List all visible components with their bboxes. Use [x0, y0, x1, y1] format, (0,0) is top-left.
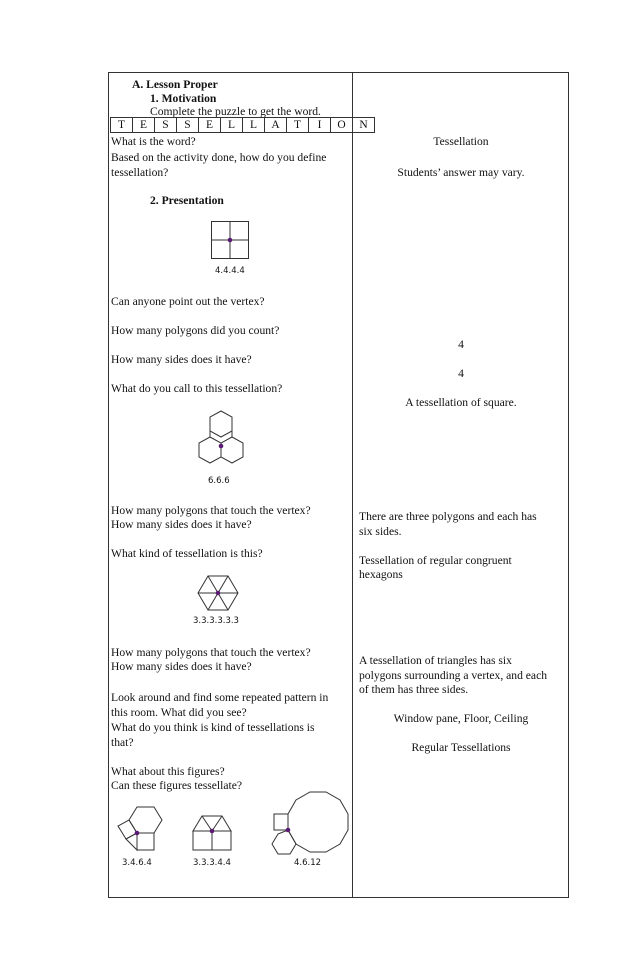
question-sides: How many sides does it have? — [111, 353, 252, 366]
column-divider — [352, 72, 353, 898]
answer-kind: Regular Tessellations — [411, 741, 511, 754]
answer-word: Tessellation — [433, 135, 489, 148]
answer3-line1: A tessellation of triangles has six — [359, 654, 512, 667]
question3-sides: How many sides does it have? — [111, 660, 252, 673]
puzzle-cell: T — [111, 118, 133, 133]
question2-touch: How many polygons that touch the vertex? — [111, 504, 311, 517]
question-can: Can these figures tessellate? — [111, 779, 243, 792]
figure-label-666: 6.6.6 — [208, 476, 230, 486]
puzzle-cell: E — [133, 118, 155, 133]
square-tessellation-figure — [211, 221, 251, 261]
puzzle-instruction: Complete the puzzle to get the word. — [150, 105, 321, 118]
hexagon-tessellation-figure — [188, 409, 258, 471]
presentation-heading: 2. Presentation — [150, 194, 224, 207]
answer-see: Window pane, Floor, Ceiling — [393, 712, 529, 725]
figure-label-33344: 3.3.3.4.4 — [193, 858, 231, 868]
puzzle-cell: S — [155, 118, 177, 133]
motivation-heading: 1. Motivation — [150, 92, 217, 105]
question-count: How many polygons did you count? — [111, 324, 280, 337]
lesson-heading: A. Lesson Proper — [132, 78, 218, 91]
answer-vary: Students’ answer may vary. — [397, 166, 525, 179]
semi-regular-figure-4612 — [268, 790, 354, 854]
question-think-line1: What do you think is kind of tessellations is — [111, 721, 315, 734]
question-vertex: Can anyone point out the vertex? — [111, 295, 265, 308]
answer-sides: 4 — [458, 367, 464, 380]
question-look-line2: this room. What did you see? — [111, 706, 247, 719]
question-word: What is the word? — [111, 135, 196, 148]
question-look-line1: Look around and find some repeated pattern in — [111, 691, 329, 704]
triangle-tessellation-figure — [198, 574, 240, 614]
question2-kind: What kind of tessellation is this? — [111, 547, 263, 560]
puzzle-cell: I — [309, 118, 331, 133]
puzzle-cell: L — [221, 118, 243, 133]
puzzle-cell: S — [177, 118, 199, 133]
semi-regular-figure-33344 — [190, 813, 236, 853]
question-call: What do you call to this tessellation? — [111, 382, 283, 395]
answer3-line3: of them has three sides. — [359, 683, 469, 696]
puzzle-cell: O — [331, 118, 353, 133]
figure-label-4444: 4.4.4.4 — [215, 266, 245, 276]
question-think-line2: that? — [111, 736, 134, 749]
answer2-line4: hexagons — [359, 568, 403, 581]
question-define-line1: Based on the activity done, how do you define — [111, 151, 327, 164]
question2-sides: How many sides does it have? — [111, 518, 252, 531]
question3-touch: How many polygons that touch the vertex? — [111, 646, 311, 659]
answer2-line3: Tessellation of regular congruent — [359, 554, 512, 567]
puzzle-cell: L — [243, 118, 265, 133]
answer2-line2: six sides. — [359, 525, 402, 538]
answer-call: A tessellation of square. — [405, 396, 517, 409]
figure-label-4612: 4.6.12 — [294, 858, 322, 868]
puzzle-cell: T — [287, 118, 309, 133]
figure-label-333333: 3.3.3.3.3.3 — [193, 616, 239, 626]
letter-puzzle — [110, 117, 375, 133]
question-define-line2: tessellation? — [111, 166, 169, 179]
figure-label-3464: 3.4.6.4 — [122, 858, 152, 868]
puzzle-cell: E — [199, 118, 221, 133]
puzzle-cell: N — [353, 118, 375, 133]
answer2-line1: There are three polygons and each has — [359, 510, 537, 523]
answer3-line2: polygons surrounding a vertex, and each — [359, 669, 548, 682]
question-about: What about this figures? — [111, 765, 225, 778]
puzzle-cell: A — [265, 118, 287, 133]
semi-regular-figure-3464 — [116, 802, 172, 854]
answer-count: 4 — [458, 338, 464, 351]
